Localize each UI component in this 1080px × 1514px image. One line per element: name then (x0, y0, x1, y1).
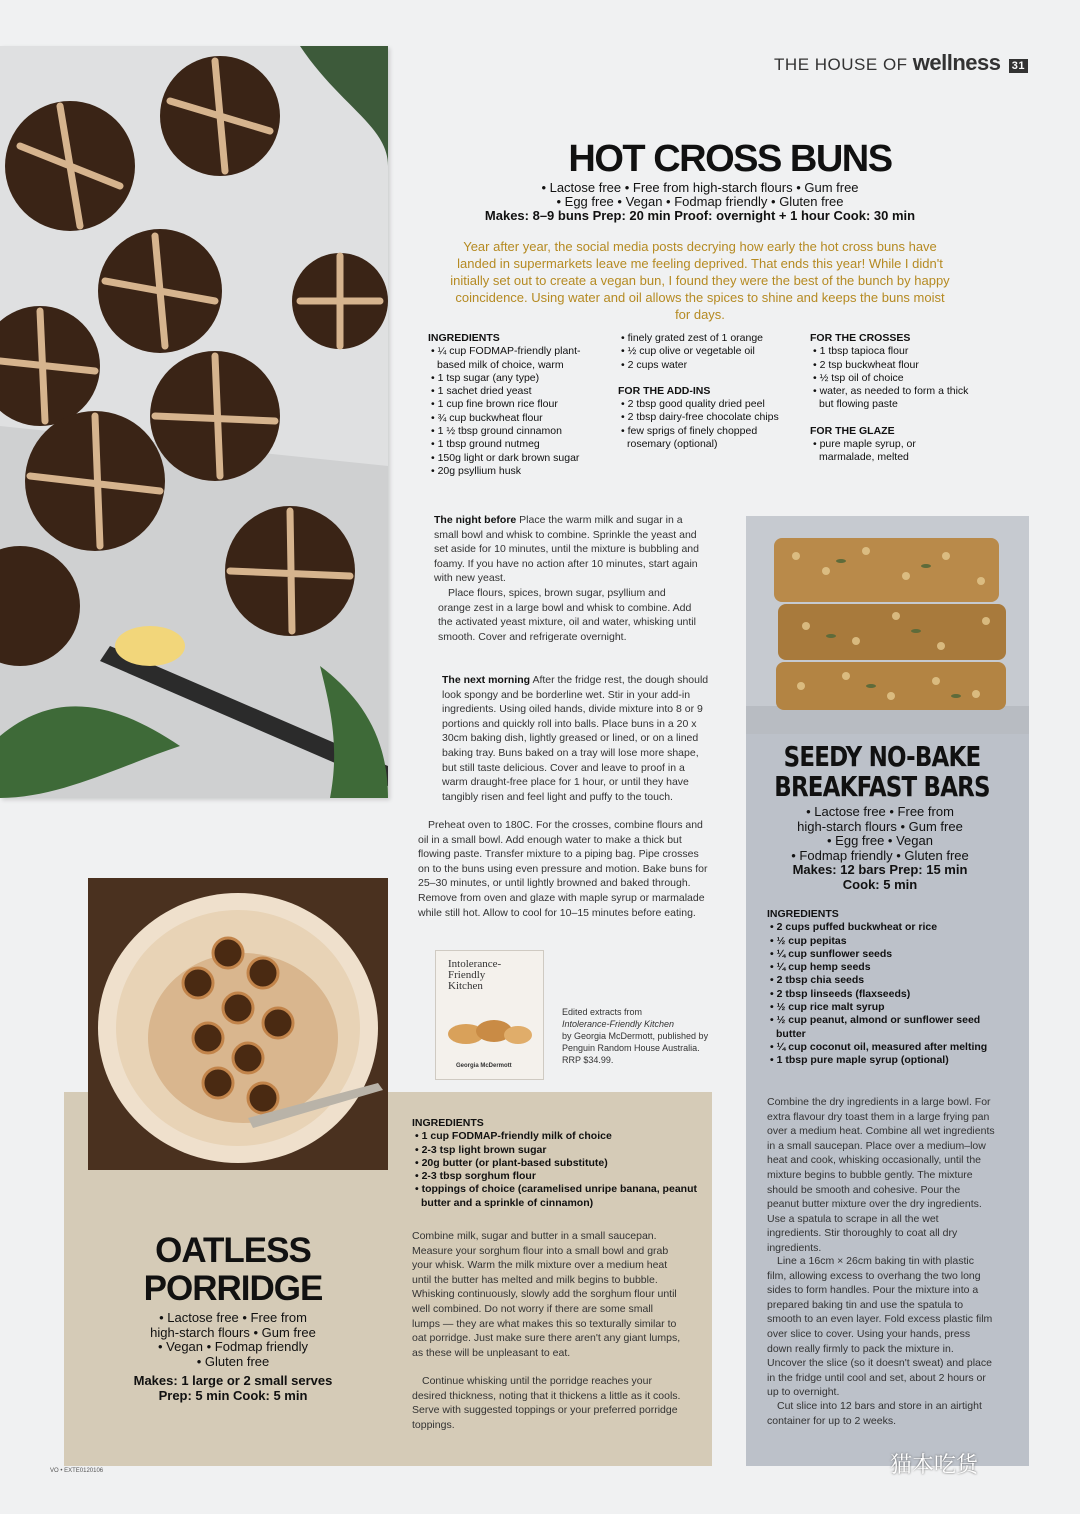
tag-line: • Egg free • Vegan • Fodmap friendly • Gluten free (556, 194, 844, 209)
credit-title: Intolerance-Friendly Kitchen (562, 1019, 675, 1029)
bars-title-line: SEEDY NO-BAKE (783, 740, 981, 773)
bars-ingredients (767, 908, 1007, 1068)
book-cover-pastries (446, 1009, 534, 1049)
hot-cross-buns-tags (450, 181, 950, 223)
addin-item: • 2 tbsp dairy-free chocolate chips (618, 411, 798, 424)
seedy-bars-photo (746, 516, 1029, 734)
makes-line: Makes: 1 large or 2 small serves (133, 1373, 333, 1388)
bars-method-1: Combine the dry ingredients in a large bowl. For extra flavour dry toast them in a large frying pan over a medium heat. Combine all wet ingredients in a small saucepan. Place over a medium–low heat and cook, whisking occasionally, until the mixture begins to bubble gently. The mixture should be smooth and cohesive. Pour the peanut butter mixture over the dry ingredients. Use a spatula to scrape in all the wet ingredients. Stir thoroughly to coat all dry ingredients. (767, 1096, 995, 1254)
bars-method-3: Cut slice into 12 bars and store in an airtight container for up to 2 weeks. (767, 1400, 982, 1427)
cook-line: Cook: 5 min (842, 876, 918, 892)
bars-tags (760, 805, 1000, 893)
header-brand: wellness (912, 50, 1001, 75)
book-credit (562, 1006, 712, 1066)
ingredient-item: • 2-3 tsp light brown sugar (412, 1144, 702, 1157)
ingredient-item: • ¼ cup sunflower seeds (767, 948, 1007, 961)
porridge-tags (108, 1311, 358, 1403)
ingredient-item: • 2 tbsp linseeds (flaxseeds) (767, 988, 1007, 1001)
book-cover-title: Intolerance-Friendly Kitchen (448, 958, 502, 992)
ingredient-item: • 2 cups water (618, 359, 798, 372)
page-footer: VO • EXTE0120106 (50, 1468, 104, 1474)
ingredient-item: • finely grated zest of 1 orange (618, 332, 798, 345)
ingredient-item: • ¼ cup FODMAP-friendly plant-based milk of choice, warm (428, 345, 608, 372)
makes-line: Makes: 8–9 buns Prep: 20 min Proof: overnight + 1 hour Cook: 30 min (484, 208, 916, 223)
ingredient-item: • 20g butter (or plant-based substitute) (412, 1157, 702, 1170)
tag-line: • Egg free • Vegan (827, 833, 933, 849)
hcb-method-4: Preheat oven to 180C. For the crosses, combine flours and oil in a small bowl. Add enough water to make a thick but flowing paste. Transfer mixture to a piping bag. Pipe crosses on to the buns using even pressure and motion. Bake buns for 25–30 minutes, or until lightly browned and baked through. Remove from oven and glaze with maple syrup or marmalade while still hot. Allow to cool for 10–15 minutes before eating. (418, 819, 708, 919)
tag-line: • Lactose free • Free from high-starch flours • Gum free (541, 180, 859, 195)
porridge-title-line: PORRIDGE (143, 1269, 323, 1308)
ingredients-heading: INGREDIENTS (767, 908, 839, 920)
cross-item: • water, as needed to form a thick but flowing paste (810, 385, 970, 412)
ingredient-item: • 1 cup fine brown rice flour (428, 398, 608, 411)
credit-price: RRP $34.99. (562, 1055, 614, 1065)
ingredients-heading: INGREDIENTS (428, 332, 500, 344)
tag-line: • Gluten free (196, 1353, 270, 1369)
header-prefix: THE HOUSE OF (774, 55, 908, 74)
hot-cross-buns-intro: Year after year, the social media posts decrying how early the hot cross buns have landed in supermarkets leave me feeling deprived. That ends this year! While I didn't initially set out to create a vegan bun, I found they were the best of the bunch by happy coincidence. Using water and oil allows the spices to shine and keeps the buns moist for days. (450, 239, 950, 322)
porridge-title (108, 1232, 358, 1308)
book-cover-author: Georgia McDermott (456, 1063, 512, 1069)
bars-title-line: BREAKFAST BARS (774, 770, 990, 803)
ingredient-item: • ½ cup olive or vegetable oil (618, 345, 798, 358)
tag-line: • Lactose free • Free from (806, 804, 954, 819)
addins-heading: FOR THE ADD-INS (618, 384, 711, 397)
ingredient-item: • 1 ½ tbsp ground cinnamon (428, 425, 608, 438)
hcb-ingredients-col-3 (810, 332, 970, 465)
ingredient-item: • 1 sachet dried yeast (428, 385, 608, 398)
hot-cross-buns-photo (0, 46, 388, 798)
credit-line: by Georgia McDermott, published by Penguin Random House Australia. (562, 1031, 709, 1053)
prep-line: Prep: 5 min Cook: 5 min (158, 1387, 308, 1403)
ingredient-item: • 2 tbsp chia seeds (767, 974, 1007, 987)
ingredient-item: • ¼ cup coconut oil, measured after melting (767, 1041, 1007, 1054)
ingredient-item: • 1 tbsp pure maple syrup (optional) (767, 1054, 1007, 1067)
ingredient-item: • ½ cup rice malt syrup (767, 1001, 1007, 1014)
cross-item: • 1 tbsp tapioca flour (810, 345, 970, 358)
hcb-ingredients-col-2 (618, 332, 798, 451)
hot-cross-buns-title: HOT CROSS BUNS (568, 138, 892, 180)
ingredient-item: • ¼ cup hemp seeds (767, 961, 1007, 974)
ingredient-item: • 2 cups puffed buckwheat or rice (767, 921, 1007, 934)
cross-item: • ½ tsp oil of choice (810, 372, 970, 385)
addin-item: • 2 tbsp good quality dried peel (618, 398, 798, 411)
ingredient-item: • 2-3 tbsp sorghum flour (412, 1170, 702, 1183)
glaze-item: • pure maple syrup, or marmalade, melted (810, 438, 970, 465)
hcb-method-2: Place flours, spices, brown sugar, psyllium and orange zest in a large bowl and whisk to combine. Add the activated yeast mixture, oil and water, whisking until smooth. Cover and refrigerate overnight. (438, 587, 696, 643)
tag-line: high-starch flours • Gum free (797, 818, 963, 834)
porridge-title-line: OATLESS (155, 1231, 311, 1270)
bars-title (770, 742, 993, 802)
porridge-method-1: Combine milk, sugar and butter in a small saucepan. Measure your sorghum flour into a small bowl and grab your whisk. Warm the milk mixture over a medium heat until the butter has melted and milk begins to bubble. Whisking continuously, slowly add the sorghum flour until well combined. Do not worry if there are some small lumps — they are what makes this so texturally similar to oat porridge. Just make sure there aren't any giant lumps, as these will be unpleasant to eat. (412, 1230, 681, 1359)
ingredient-item: • 1 cup FODMAP-friendly milk of choice (412, 1130, 702, 1143)
method-text: After the fridge rest, the dough should look spongy and be borderline wet. Stir in your add-in ingredients. Using oiled hands, divide mixture into 8 or 9 portions and quickly roll into balls. Place buns in a 20 x 30cm baking dish, lightly greased or lined, or on a lined baking tray. Buns baked on a tray will lose more shape, but still taste delicious. Cover and leave to proof in a warm draught-free place for 1 hour, or until they have tangibly risen and feel light and puffy to the touch. (442, 674, 709, 803)
tag-line: high-starch flours • Gum free (150, 1324, 316, 1340)
crosses-heading: FOR THE CROSSES (810, 332, 911, 344)
watermark: 猫本吃货 (890, 1452, 979, 1477)
addin-item: • few sprigs of finely chopped rosemary (optional) (618, 425, 798, 452)
ingredients-heading: INGREDIENTS (412, 1117, 484, 1129)
glaze-heading: FOR THE GLAZE (810, 424, 895, 437)
porridge-method-2: Continue whisking until the porridge reaches your desired thickness, noting that it thickens a little as it cools. Serve with suggested toppings or your preferred porridge toppings. (412, 1375, 681, 1431)
cross-item: • 2 tsp buckwheat flour (810, 359, 970, 372)
ingredient-item: • ½ cup pepitas (767, 935, 1007, 948)
tag-line: • Vegan • Fodmap friendly (157, 1339, 309, 1354)
bars-method-2: Line a 16cm × 26cm baking tin with plastic film, allowing excess to overhang the two long sides to form handles. Pour the mixture into a prepared baking tin and use the spatula to smooth to an even layer. Fold excess plastic film over slice to cover. Using your hands, press down really firmly to pack the mixture in. Uncover the slice (so it doesn't sweat) and place in the fridge until cool and set, about 2 hours or up to overnight. (767, 1255, 993, 1399)
book-cover (435, 950, 544, 1080)
tag-line: • Lactose free • Free from (159, 1310, 307, 1325)
ingredient-item: • 1 tsp sugar (any type) (428, 372, 608, 385)
ingredient-item: • 20g psyllium husk (428, 465, 608, 478)
method-lead: The next morning (442, 674, 531, 686)
ingredient-item: • 1 tbsp ground nutmeg (428, 438, 608, 451)
page-header (774, 50, 1028, 76)
ingredient-item: • 150g light or dark brown sugar (428, 452, 608, 465)
credit-line: Edited extracts from (562, 1007, 643, 1017)
hcb-ingredients-col-1 (428, 332, 608, 478)
makes-line: Makes: 12 bars Prep: 15 min (792, 862, 968, 878)
porridge-photo (88, 878, 388, 1170)
hcb-method-1 (434, 513, 700, 586)
hcb-method-3 (442, 673, 710, 804)
porridge-ingredients (412, 1117, 702, 1210)
ingredient-item: • toppings of choice (caramelised unripe banana, peanut butter and a sprinkle of cinnamon) (412, 1183, 702, 1210)
ingredient-item: • ¾ cup buckwheat flour (428, 412, 608, 425)
tag-line: • Fodmap friendly • Gluten free (791, 847, 969, 863)
method-lead: The night before (434, 514, 517, 526)
page-number: 31 (1009, 59, 1028, 73)
method-text: Place the warm milk and sugar in a small bowl and whisk to combine. Sprinkle the yeast and set aside for 10 minutes, until the mixture is bubbling and foamy. If you have no action after 10 minutes, start again with new yeast. (434, 514, 699, 585)
ingredient-item: • ½ cup peanut, almond or sunflower seed butter (767, 1014, 1007, 1041)
